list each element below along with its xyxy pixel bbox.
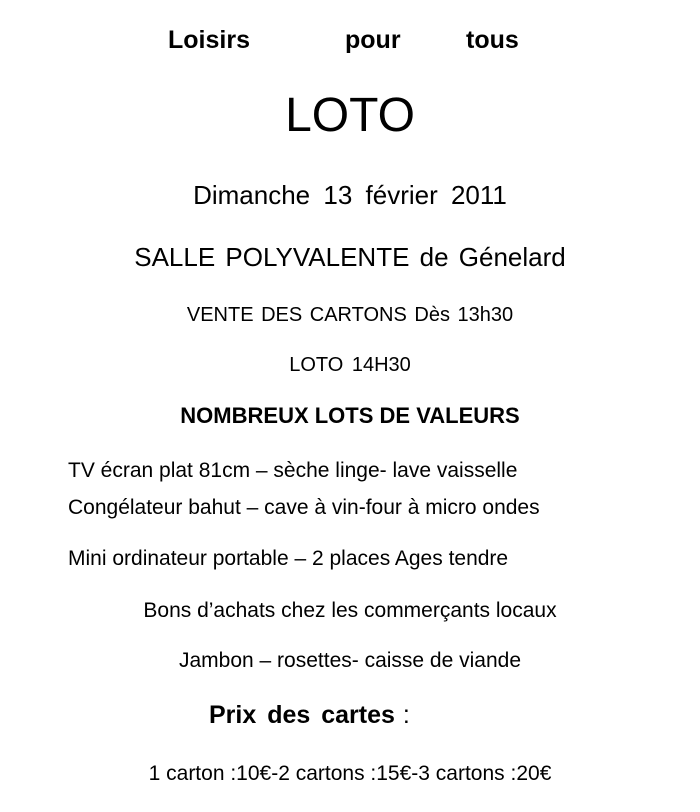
lots-heading: NOMBREUX LOTS DE VALEURS [180, 403, 520, 428]
prize-line: Bons d’achats chez les commerçants locaux [143, 599, 557, 622]
price-list: 1 carton :10€-2 cartons :15€-3 cartons :20€ [148, 762, 552, 785]
header-word-loisirs: Loisirs [168, 26, 250, 54]
card-sale-time: VENTE DES CARTONS Dès 13h30 [186, 304, 514, 326]
prize-line: Mini ordinateur portable – 2 places Ages tendre [68, 547, 509, 570]
event-venue: SALLE POLYVALENTE de Génelard [134, 242, 566, 272]
prize-line: TV écran plat 81cm – sèche linge- lave vaisselle [68, 459, 518, 482]
price-heading-colon: : [402, 701, 410, 729]
price-heading-label: Prix des cartes [209, 701, 395, 729]
loto-start-time: LOTO 14H30 [289, 354, 411, 376]
event-title: LOTO [285, 89, 415, 142]
flyer-header [0, 28, 700, 58]
prize-line: Jambon – rosettes- caisse de viande [178, 649, 522, 672]
event-date: Dimanche 13 février 2011 [193, 180, 507, 210]
price-heading [209, 703, 410, 728]
header-word-tous: tous [466, 26, 519, 54]
prize-line: Congélateur bahut – cave à vin-four à micro ondes [68, 496, 540, 519]
header-word-pour: pour [345, 26, 401, 54]
